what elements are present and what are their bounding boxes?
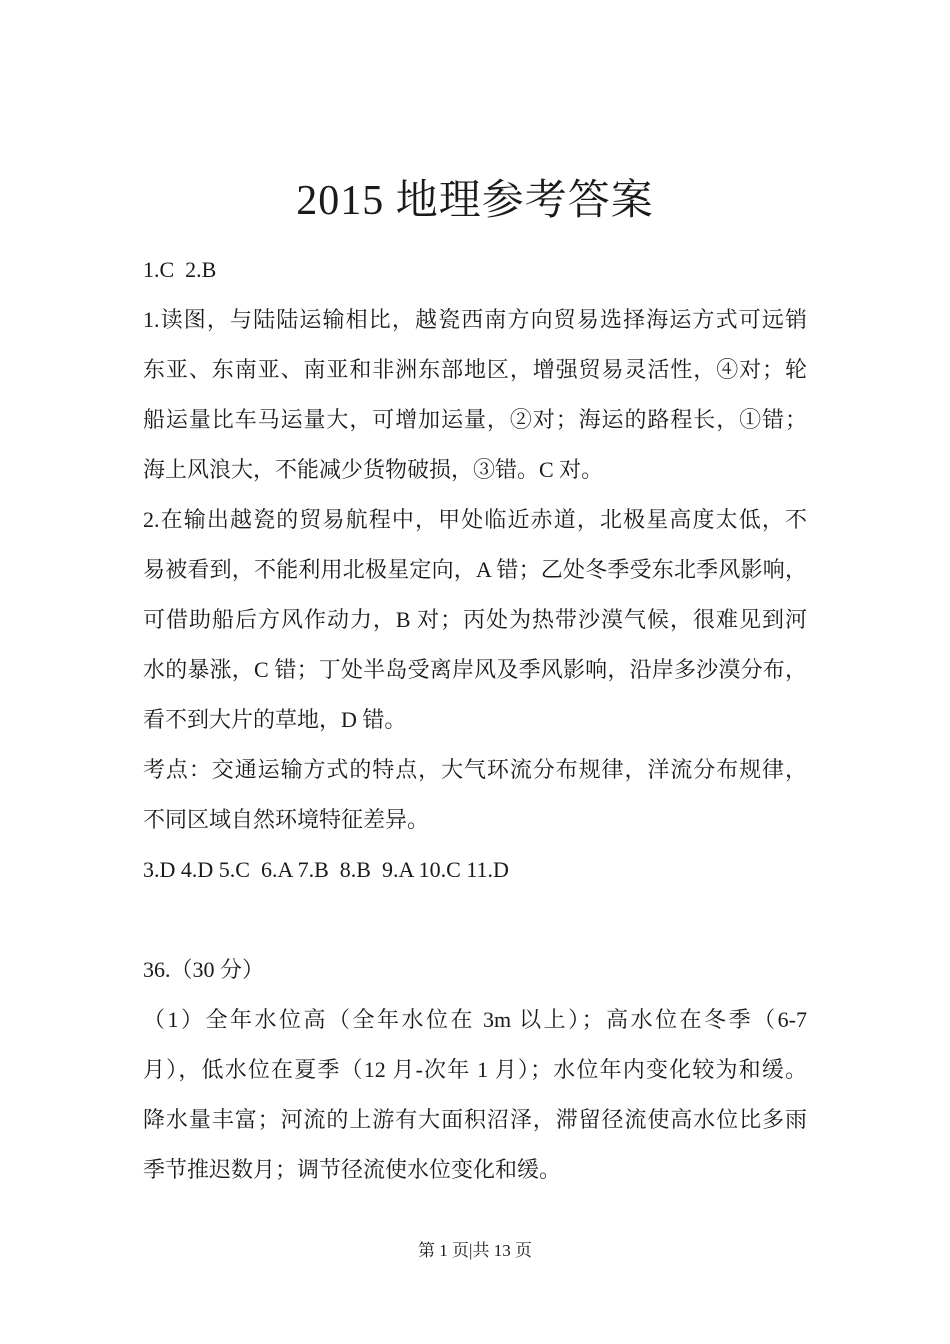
question-36-heading: 36.（30 分）: [143, 957, 265, 982]
text-line: 东亚、东南亚、南亚和非洲东部地区，增强贸易灵活性，④对；轮: [143, 357, 807, 382]
text-line: 考点：交通运输方式的特点，大气环流分布规律，洋流分布规律，: [143, 757, 807, 782]
text-line: 1.读图，与陆陆运输相比，越瓷西南方向贸易选择海运方式可远销: [143, 307, 807, 332]
document-title: 2015 地理参考答案: [296, 178, 654, 224]
blank-line: [143, 895, 807, 945]
text-line: 易被看到，不能利用北极星定向，A 错；乙处冬季受东北季风影响，: [143, 557, 807, 582]
text-line: 水的暴涨，C 错；丁处半岛受离岸风及季风影响，沿岸多沙漠分布，: [143, 657, 807, 682]
paragraph-answer-36-1: [143, 995, 807, 1195]
answer-key-row-2: 3.D 4.D 5.C 6.A 7.B 8.B 9.A 10.C 11.D: [143, 857, 509, 882]
text-line: 看不到大片的草地，D 错。: [143, 707, 407, 732]
text-line: 海上风浪大，不能减少货物破损，③错。C 对。: [143, 457, 604, 482]
paragraph-explanation-2: [143, 495, 807, 745]
document-body: [143, 245, 807, 1195]
text-line: 船运量比车马运量大，可增加运量，②对；海运的路程长，①错；: [143, 407, 807, 432]
text-line: 不同区域自然环境特征差异。: [143, 807, 430, 832]
paragraph-exam-points: [143, 745, 807, 845]
paragraph-explanation-1: [143, 295, 807, 495]
text-line: 可借助船后方风作动力，B 对；丙处为热带沙漠气候，很难见到河: [143, 607, 807, 632]
answer-key-row-1: 1.C 2.B: [143, 257, 217, 282]
page-number-footer: 第 1 页|共 13 页: [418, 1241, 532, 1260]
text-line: 月），低水位在夏季（12 月-次年 1 月）；水位年内变化较为和缓。: [143, 1057, 807, 1082]
text-line: （1）全年水位高（全年水位在 3m 以上）；高水位在冬季（6-7: [143, 1007, 807, 1032]
text-line: 2.在输出越瓷的贸易航程中，甲处临近赤道，北极星高度太低，不: [143, 507, 807, 532]
text-line: 季节推迟数月；调节径流使水位变化和缓。: [143, 1157, 562, 1182]
text-line: 降水量丰富；河流的上游有大面积沼泽，滞留径流使高水位比多雨: [143, 1107, 807, 1132]
